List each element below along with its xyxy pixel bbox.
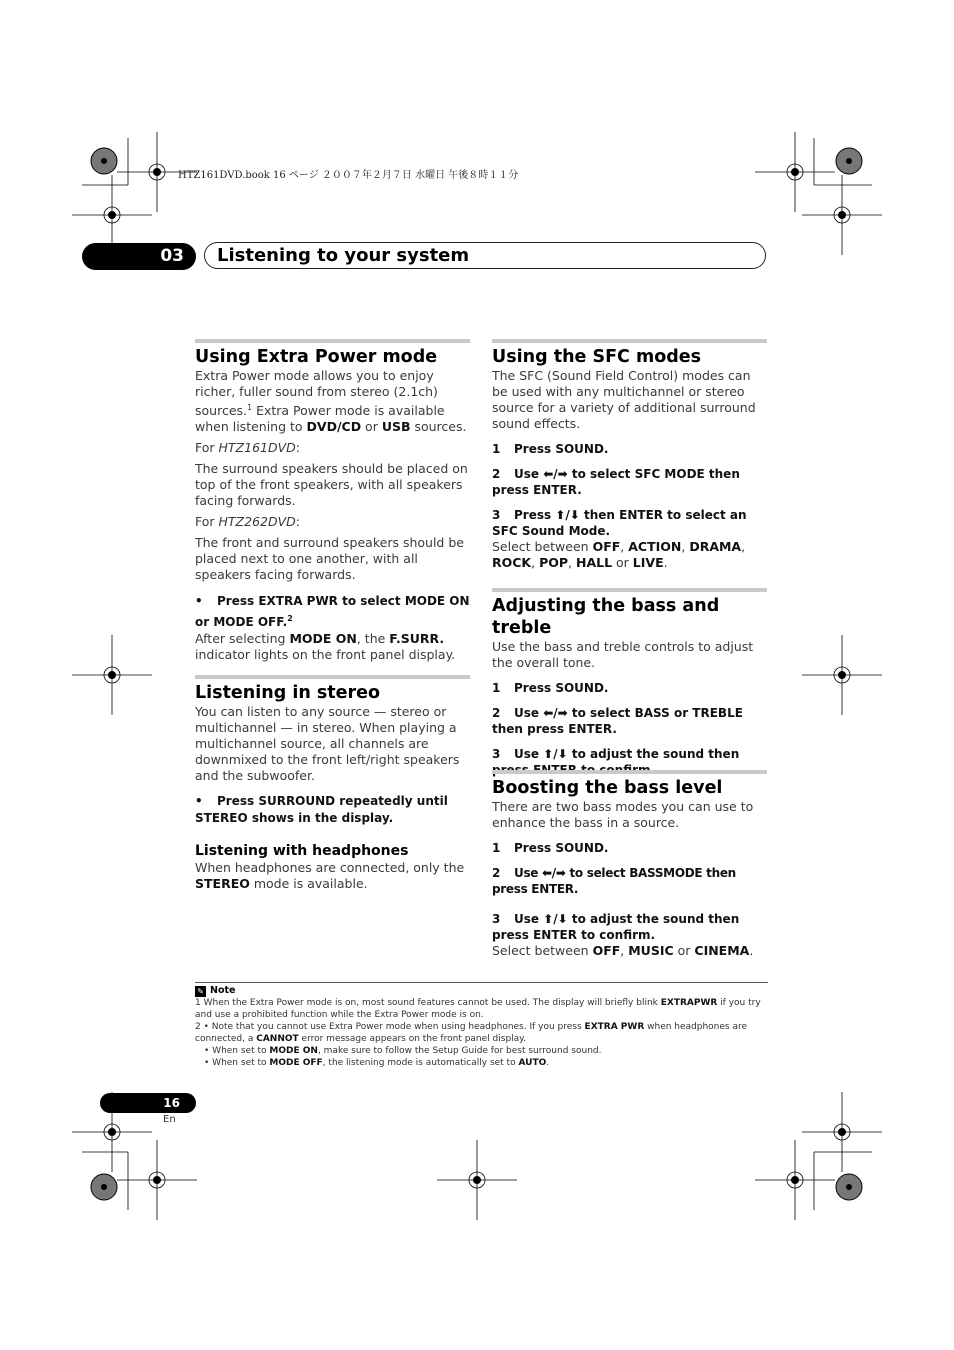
model-label — [195, 514, 470, 530]
text: , — [568, 555, 576, 570]
paragraph — [195, 860, 470, 892]
footnote-bullet — [195, 1045, 770, 1057]
model: HTZ262DVD — [218, 514, 296, 530]
step-text: Press — [514, 508, 556, 522]
term: LIVE — [632, 555, 664, 570]
step-text: to adjust the sound then press ENTER to confirm. — [492, 747, 740, 777]
file-info-line: HTZ161DVD.book 16 ページ ２００７年２月７日 水曜日 午後８時１１分 — [178, 170, 519, 181]
term: MODE ON — [289, 631, 357, 647]
step-2 — [492, 466, 767, 498]
step-text: Use — [514, 747, 544, 761]
step-text: Press SOUND. — [514, 442, 609, 456]
text: , — [531, 555, 540, 570]
up-down-arrows-icon: ⬆/⬇ — [543, 912, 568, 926]
text: , — [620, 943, 629, 958]
language-code: En — [163, 1114, 176, 1125]
step-1 — [492, 840, 767, 856]
step-number: 3 — [492, 747, 501, 761]
step-text: Use — [514, 866, 543, 880]
text: indicator lights on the front panel display. — [195, 647, 456, 663]
footnote-rule — [195, 982, 768, 983]
text: : — [295, 440, 300, 456]
footnote-1 — [195, 997, 770, 1021]
up-down-arrows-icon: ⬆/⬇ — [543, 747, 568, 761]
step-2 — [492, 865, 767, 897]
text: . — [663, 555, 668, 570]
step-text: then ENTER to select an SFC Sound Mode. — [492, 508, 747, 538]
step-1 — [492, 680, 767, 696]
note-icon: ✎ — [195, 986, 206, 997]
step-number: 1 — [492, 841, 501, 855]
text: 1 When the Extra Power mode is on, most sound features cannot be used. The display will briefly blink — [195, 998, 661, 1008]
text: • When set to — [204, 1046, 270, 1056]
step-number: 2 — [492, 467, 501, 481]
step-text: Use — [514, 912, 544, 926]
term: CANNOT — [256, 1034, 299, 1044]
text: After selecting — [195, 631, 290, 647]
section-sfc — [492, 339, 767, 571]
text: when headphones are connected, a — [195, 1022, 748, 1044]
paragraph: You can listen to any source — stereo or multichannel — in stereo. When playing a multichannel source, all channels are downmixed to the front left/right speakers and the subwoofer. — [195, 704, 460, 783]
term: OFF — [592, 943, 621, 958]
footnote-bullet — [195, 1057, 770, 1069]
step-text: to select SFC MODE then press ENTER. — [492, 467, 740, 497]
term: USB — [381, 419, 411, 435]
up-down-arrows-icon: ⬆/⬇ — [555, 508, 580, 522]
paragraph — [195, 631, 470, 663]
text: Select between — [492, 943, 593, 958]
text: When headphones are connected, only the — [195, 860, 465, 875]
step-number: 1 — [492, 442, 501, 456]
section-stereo — [195, 675, 470, 892]
bullet-step — [195, 592, 470, 631]
term: STEREO — [195, 876, 250, 891]
chapter-title: Listening to your system — [217, 245, 470, 266]
term: MODE OFF — [269, 1058, 323, 1068]
step-text: Press EXTRA PWR to select MODE ON or MODE OFF. — [195, 594, 470, 630]
left-right-arrows-icon: ⬅/➡ — [543, 706, 568, 720]
section-heading: Using the SFC modes — [492, 347, 702, 367]
left-column — [195, 339, 470, 663]
section-heading: Using Extra Power mode — [195, 347, 438, 367]
chapter-number: 03 — [82, 243, 196, 270]
step-text: Use — [514, 706, 544, 720]
section-heading: Boosting the bass level — [492, 778, 723, 798]
step-text: to select BASSMODE then press ENTER. — [492, 866, 736, 896]
term: ACTION — [628, 539, 682, 554]
step-1 — [492, 441, 767, 457]
term: CINEMA — [694, 943, 750, 958]
step-text: to adjust the sound then press ENTER to confirm. — [492, 912, 740, 942]
bullet: • — [195, 794, 203, 808]
paragraph: There are two bass modes you can use to enhance the bass in a source. — [492, 799, 754, 830]
step-number: 2 — [492, 866, 501, 880]
step-text: Press SOUND. — [514, 841, 609, 855]
term: DVD/CD — [306, 419, 362, 435]
footnotes — [195, 985, 770, 1069]
text: , the listening mode is automatically set to — [322, 1058, 519, 1068]
term: F.SURR. — [389, 631, 445, 647]
text: mode is available. — [249, 876, 368, 891]
text: For — [195, 514, 219, 530]
text: , — [620, 539, 629, 554]
step-text: Use — [514, 467, 544, 481]
footnote-ref: 2 — [287, 614, 293, 624]
paragraph — [492, 943, 767, 959]
text: error message appears on the front panel display. — [298, 1034, 527, 1044]
step-number: 2 — [492, 706, 501, 720]
step-3 — [492, 911, 767, 943]
right-column-bass-treble — [492, 588, 767, 778]
step-2 — [492, 705, 767, 737]
paragraph — [195, 368, 470, 435]
text: : — [295, 514, 300, 530]
bullet-step — [195, 793, 470, 827]
text: Extra Power mode allows you to enjoy richer, fuller sound from stereo (2.1ch) sources. — [195, 368, 438, 419]
left-column-stereo — [195, 675, 470, 892]
term: MUSIC — [628, 943, 674, 958]
term: EXTRAPWR — [660, 998, 718, 1008]
right-column-sfc — [492, 339, 767, 571]
paragraph: Use the bass and treble controls to adjust the overall tone. — [492, 639, 754, 670]
text: or — [361, 419, 382, 435]
bullet: • — [195, 594, 203, 609]
text: sources. — [410, 419, 467, 435]
step-number: 3 — [492, 508, 501, 522]
step-text: Press SURROUND repeatedly until STEREO shows in the display. — [195, 794, 448, 825]
note-label: Note — [210, 985, 236, 996]
model: HTZ161DVD — [218, 440, 296, 456]
right-column-bass-level — [492, 770, 767, 959]
section-heading: Listening in stereo — [195, 683, 381, 703]
paragraph: The front and surround speakers should be placed next to one another, with all speakers facing forwards. — [195, 535, 464, 583]
text: or — [612, 555, 633, 570]
paragraph — [492, 539, 767, 571]
text: , — [681, 539, 690, 554]
text: Extra Power mode is available when listening to — [195, 403, 445, 435]
text: . — [749, 943, 754, 958]
footnote-ref: 1 — [247, 403, 253, 412]
text: 2 • Note that you cannot use Extra Power mode when using headphones. If you press — [195, 1022, 585, 1032]
left-right-arrows-icon: ⬅/➡ — [543, 467, 568, 481]
text: • When set to — [204, 1058, 270, 1068]
step-number: 3 — [492, 912, 501, 926]
text: if you try and use a prohibited function while the Extra Power mode is on. — [195, 998, 761, 1020]
step-number: 1 — [492, 681, 501, 695]
term: HALL — [575, 555, 613, 570]
paragraph: The SFC (Sound Field Control) modes can be used with any multichannel or stereo source for a variety of additional surround sound effects. — [492, 368, 756, 431]
page-number: 16 — [100, 1093, 196, 1113]
note-heading — [195, 985, 770, 997]
subsection-heading: Listening with headphones — [195, 843, 409, 859]
term: EXTRA PWR — [584, 1022, 645, 1032]
term: ROCK — [492, 555, 532, 570]
term: OFF — [592, 539, 621, 554]
term: POP — [539, 555, 569, 570]
step-text: to select BASS or TREBLE then press ENTER. — [492, 706, 743, 736]
section-heading: Adjusting the bass and treble — [492, 596, 720, 638]
term: MODE ON — [269, 1046, 318, 1056]
step-3 — [492, 507, 767, 539]
text: or — [673, 943, 695, 958]
text: . — [546, 1058, 550, 1068]
model-label — [195, 440, 470, 456]
term: AUTO — [518, 1058, 547, 1068]
section-extra-power — [195, 339, 470, 663]
footnote-2 — [195, 1021, 770, 1045]
text: Select between — [492, 539, 593, 554]
text: , the — [356, 631, 390, 647]
text: For — [195, 440, 219, 456]
left-right-arrows-icon: ⬅/➡ — [542, 866, 566, 880]
term: DRAMA — [689, 539, 742, 554]
paragraph: The surround speakers should be placed on top of the front speakers, with all speakers facing forwards. — [195, 461, 468, 509]
text: , make sure to follow the Setup Guide for best surround sound. — [317, 1046, 602, 1056]
section-bass-treble — [492, 588, 767, 778]
section-bass-level — [492, 770, 767, 959]
text: , — [741, 539, 746, 554]
step-text: Press SOUND. — [514, 681, 609, 695]
